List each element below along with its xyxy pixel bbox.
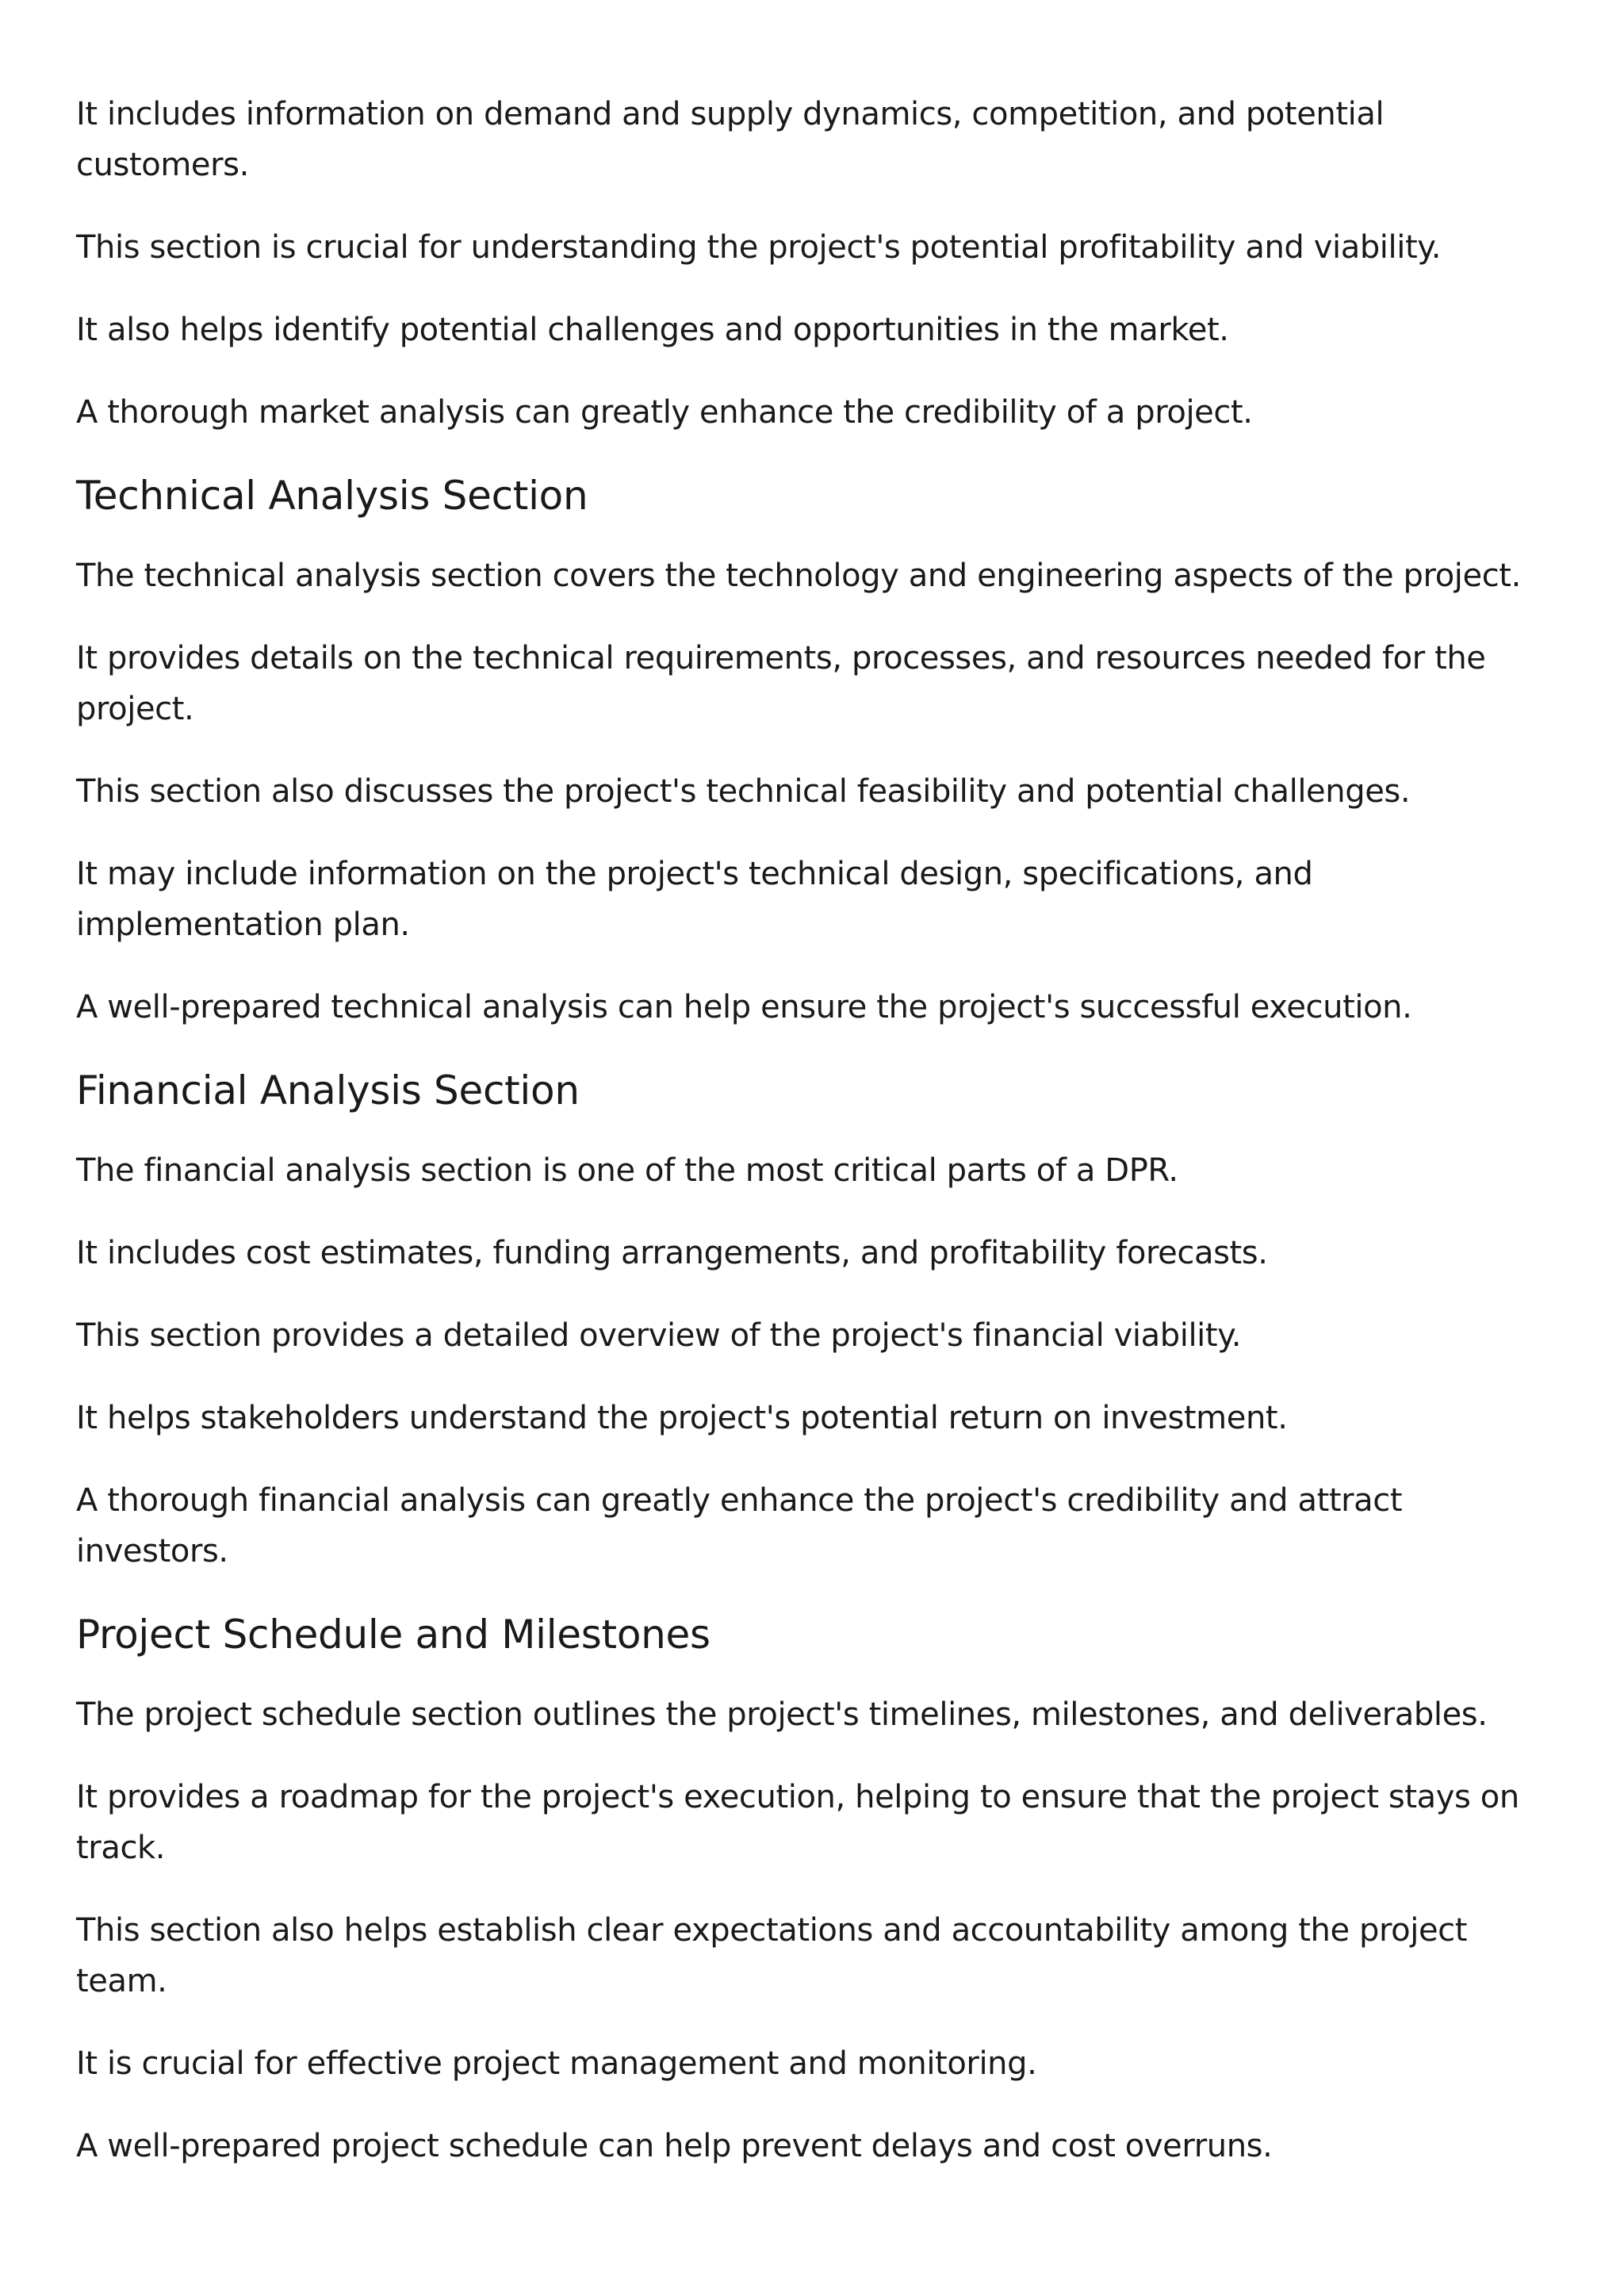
financial-paragraph-4: It helps stakeholders understand the project's potential return on investment. <box>76 1400 1288 1436</box>
project-schedule-heading: Project Schedule and Milestones <box>76 1612 710 1658</box>
financial-analysis-heading: Financial Analysis Section <box>76 1068 580 1114</box>
intro-paragraph-4: A thorough market analysis can greatly enhance the credibility of a project. <box>76 394 1253 431</box>
schedule-paragraph-5: A well-prepared project schedule can help prevent delays and cost overruns. <box>76 2128 1273 2164</box>
intro-paragraph-1: It includes information on demand and supply dynamics, competition, and potential customers. <box>76 96 1385 183</box>
schedule-paragraph-4: It is crucial for effective project management and monitoring. <box>76 2045 1037 2082</box>
technical-paragraph-2: It provides details on the technical requirements, processes, and resources needed for the project. <box>76 640 1486 727</box>
technical-analysis-heading: Technical Analysis Section <box>76 473 588 519</box>
financial-paragraph-3: This section provides a detailed overview of the project's financial viability. <box>76 1317 1242 1354</box>
financial-paragraph-5: A thorough financial analysis can greatly enhance the project's credibility and attract investors. <box>76 1482 1403 1570</box>
document-body <box>76 89 1548 2203</box>
financial-paragraph-2: It includes cost estimates, funding arrangements, and profitability forecasts. <box>76 1235 1268 1271</box>
schedule-paragraph-2: It provides a roadmap for the project's execution, helping to ensure that the project stays on track. <box>76 1779 1519 1866</box>
intro-paragraph-2: This section is crucial for understanding the project's potential profitability and viability. <box>76 229 1442 266</box>
schedule-paragraph-1: The project schedule section outlines the project's timelines, milestones, and deliverables. <box>76 1696 1488 1733</box>
schedule-paragraph-3: This section also helps establish clear expectations and accountability among the project team. <box>76 1912 1468 1999</box>
technical-paragraph-3: This section also discusses the project's technical feasibility and potential challenges. <box>76 773 1411 810</box>
technical-paragraph-4: It may include information on the project's technical design, specifications, and implementation plan. <box>76 856 1313 943</box>
financial-paragraph-1: The financial analysis section is one of the most critical parts of a DPR. <box>76 1152 1178 1189</box>
intro-paragraph-3: It also helps identify potential challenges and opportunities in the market. <box>76 312 1229 348</box>
technical-paragraph-1: The technical analysis section covers the technology and engineering aspects of the project. <box>76 558 1521 594</box>
technical-paragraph-5: A well-prepared technical analysis can help ensure the project's successful execution. <box>76 989 1412 1025</box>
